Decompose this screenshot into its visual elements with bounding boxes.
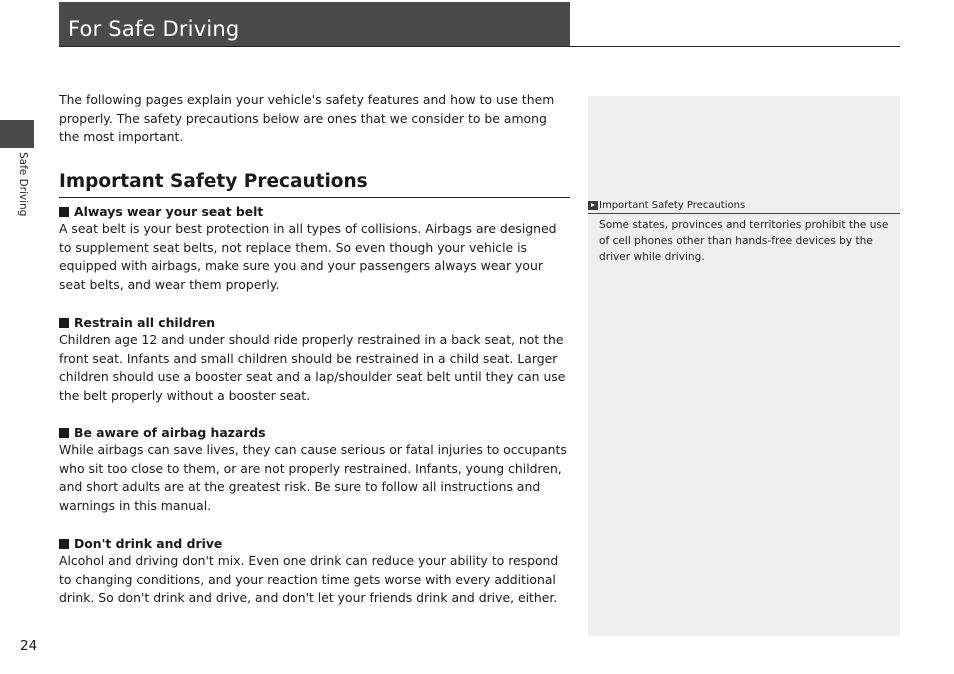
precaution-item-airbag (59, 424, 571, 515)
section-rule (59, 197, 570, 198)
chapter-side-label: Safe Driving (17, 152, 29, 217)
section-heading: Important Safety Precautions (59, 171, 368, 192)
precaution-title-text: Don't drink and drive (74, 536, 223, 551)
precaution-title (59, 203, 571, 220)
reference-arrow-icon (588, 201, 598, 210)
page-number: 24 (20, 638, 38, 654)
bullet-square-icon (59, 207, 69, 217)
side-note-body: Some states, provinces and territories prohibit the use of cell phones other than hands-free devices by the driver while driving. (599, 219, 889, 263)
precaution-item-drink-drive (59, 535, 571, 608)
side-note-title (588, 197, 900, 214)
chapter-header (59, 2, 570, 46)
side-note-panel (588, 96, 900, 636)
header-rule (59, 46, 900, 47)
chapter-title: For Safe Driving (68, 17, 240, 41)
precaution-title-text: Be aware of airbag hazards (74, 425, 266, 440)
side-note-title-text: Important Safety Precautions (599, 199, 746, 211)
bullet-square-icon (59, 428, 69, 438)
precaution-item-seat-belt (59, 203, 571, 294)
bullet-square-icon (59, 539, 69, 549)
precaution-title (59, 535, 571, 552)
precaution-body: A seat belt is your best protection in all types of collisions. Airbags are designed to supplement seat belts, not replace them. So even though your vehicle is equipped with airbags, make sure you and your passengers always wear your seat belts, and wear them properly. (59, 221, 557, 292)
precaution-title-text: Always wear your seat belt (74, 204, 264, 219)
precaution-body: Children age 12 and under should ride properly restrained in a back seat, not the front seat. Infants and small children should be restrained in a child seat. Larger children should use a booster seat and a lap/shoulder seat belt until they can use the belt properly without a booster seat. (59, 332, 566, 403)
precaution-title (59, 314, 571, 331)
precaution-body: While airbags can save lives, they can cause serious or fatal injuries to occupants who sit too close to them, or are not properly restrained. Infants, young children, and short adults are at the greatest risk. Be sure to follow all instructions and warnings in this manual. (59, 442, 567, 513)
intro-paragraph: The following pages explain your vehicle's safety features and how to use them properly. The safety precautions below are ones that we consider to be among the most important. (59, 92, 555, 144)
precaution-item-children (59, 314, 571, 405)
precaution-body: Alcohol and driving don't mix. Even one drink can reduce your ability to respond to changing conditions, and your reaction time gets worse with every additional drink. So don't drink and drive, and don't let your friends drink and drive, either. (59, 553, 559, 605)
bullet-square-icon (59, 318, 69, 328)
precaution-title-text: Restrain all children (74, 315, 216, 330)
chapter-side-tab (0, 120, 34, 148)
precaution-title (59, 424, 571, 441)
